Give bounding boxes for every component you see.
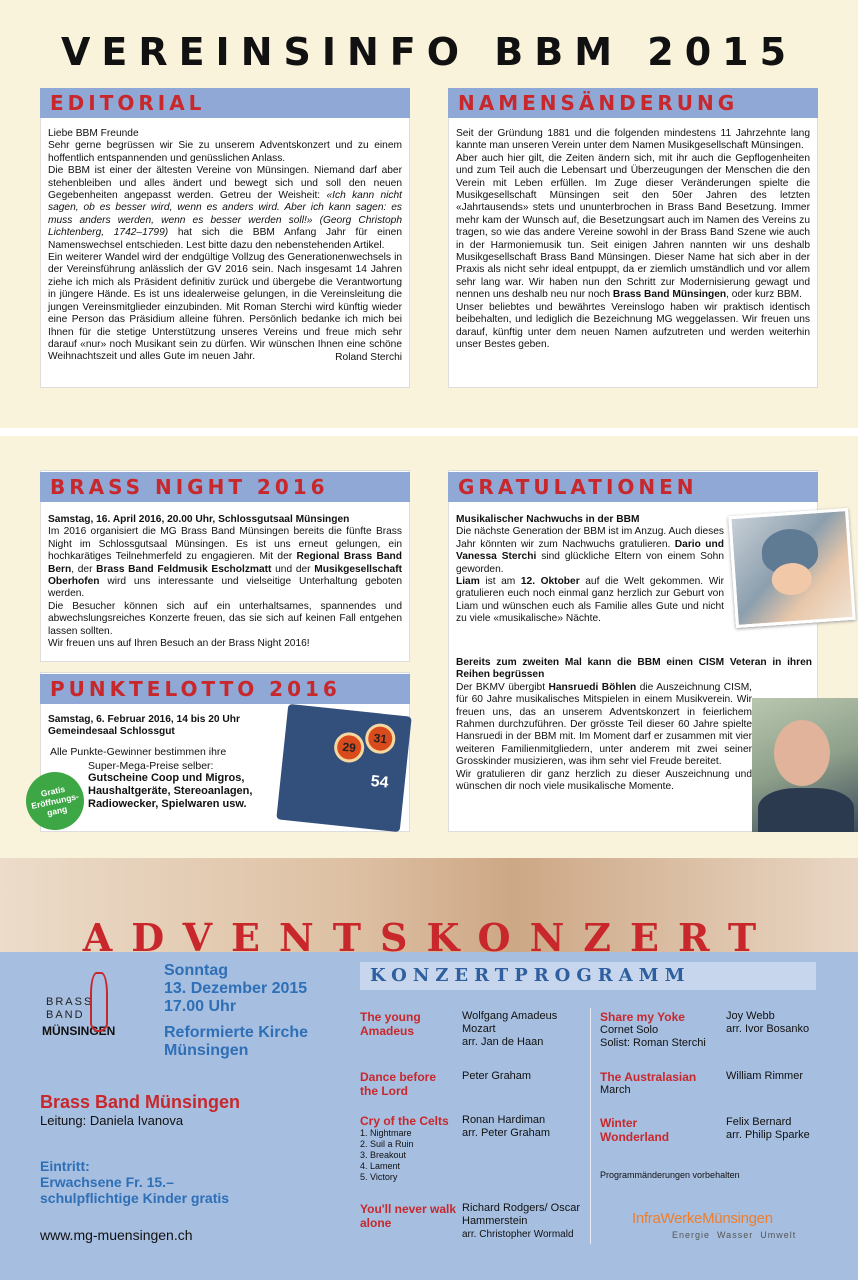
program-subtitle: Cornet Solo Solist: Roman Sterchi <box>600 1024 706 1049</box>
program-title: The Australasian <box>600 1070 697 1084</box>
namensaenderung-text <box>456 128 810 351</box>
editorial-heading: EDITORIAL <box>40 88 410 118</box>
editorial-p2: Die BBM ist einer der ältesten Vereine von Münsingen. Niemand darf aber stehenbleiben und alles ändert und bewegt sich und soll den neuen Gegebenheiten angepasst werden. Getreu der Weisheit: «Ich kann nicht sagen, ob es besser wird, wenn es anders wird. Aber ich kann sagen: es muss anders werden, wenn es besser werden soll!» (Georg Christoph Lichtenberg, 1742–1799) hat sich die BBM Anfang Jahr für einen Namenswechsel entschieden. Lest bitte dazu den nebenstehenden Artikel. <box>48 165 403 251</box>
program-composer-right-3 <box>726 1116 822 1142</box>
namensaenderung-p2: Aber auch hier gilt, die Zeiten ändern sich, mit ihr auch die Gepflogenheiten und zum Teil auch die Lebensart und Überzeugungen der Menschen die den Verein mit Leben erfüllen. Im Zuge dieser Veränderungen spielte die Musikgesellschaft Münsingen seit den 50er Jahren des letzten «Jahrtausends» stets und ununterbrochen in Brass Band Besetzung. Immer mehr kam der Wunsch auf, die Besetzungsart auch im Namen des Vereins zu tragen, so wie das andere Vereine sowohl in der Brass Band Szene wie auch in der Harmoniemusik tun. Seit einigen Jahren nannten wir uns deshalb Musikgesellschaft Brass Band Münsingen. Dieser Name hat sich aber in der Praxis als nicht sehr ideal entpuppt, da er ziemlich umständlich und vor allem sehr lang war. Wir haben nun den Schritt zur Modernisierung gewagt und nennen uns deshalb neu nur noch Brass Band Münsingen, oder kurz BBM. <box>456 152 810 301</box>
gratulationen-text1 <box>456 514 724 626</box>
program-item-left-3 <box>360 1114 449 1183</box>
arranger: arr. Ivor Bosanko <box>726 1023 810 1035</box>
composer: William Rimmer <box>726 1070 803 1082</box>
section-separator <box>0 428 858 436</box>
composer: Wolfgang Amadeus Mozart <box>462 1010 558 1035</box>
program-title: Dance before the Lord <box>360 1070 437 1098</box>
place-church: Reformierte Kirche <box>164 1024 309 1041</box>
composer: Ronan Hardiman <box>462 1114 546 1126</box>
punktelotto-prizes: Gutscheine Coop und Migros, Haushaltgeräte, Stereoanlagen, Radiowecker, Spielwaren usw. <box>88 772 253 810</box>
brassnight-heading: BRASS NIGHT 2016 <box>40 472 410 502</box>
eintritt-kids: schulpflichtige Kinder gratis <box>40 1190 230 1206</box>
program-item-left-1 <box>360 1010 456 1038</box>
composer: Richard Rodgers/ Oscar Hammerstein <box>462 1202 580 1227</box>
editorial-p3: Ein weiterer Wandel wird der endgültige Vollzug des Generationenwechsels in der Vereinsführung anlässlich der GV 2016 sein. Nach insgesamt 14 Jahren ziehe ich mich als Präsident definitiv zurück und übergebe die Verantwortung in jüngere Hände. Es ist uns idealerweise gelungen, in die Vereinsleitung die jungen Vereinsmitglieder einzubinden. Mit Roman Sterchi wird künftig wieder eine Person das Präsidium alleine führen. Persönlich bedanke ich mich bei Ihnen für die stetige Unterstützung unseres Vereins und freue mich sehr darauf «nur» noch Musikant sein zu dürfen. Wir wünschen Ihnen eine schöne Weihnachtszeit und alles Gute im neuen Jahr. <box>48 252 402 363</box>
arranger: arr. Jan de Haan <box>462 1036 544 1048</box>
eintritt-label: Eintritt: <box>40 1158 90 1174</box>
eintritt <box>40 1158 229 1206</box>
advent-date <box>164 962 308 1060</box>
sponsor-logo: InfraWerkeMünsingen <box>632 1210 773 1227</box>
editorial-text <box>48 128 402 364</box>
program-composer-left-4 <box>462 1202 588 1240</box>
programm-divider <box>590 1008 591 1244</box>
logo-emblem <box>90 972 108 1032</box>
arranger: arr. Peter Graham <box>462 1127 551 1139</box>
programm-heading: KONZERTPROGRAMM <box>360 962 816 990</box>
veteran-body <box>758 788 854 832</box>
program-title: You'll never walk alone <box>360 1202 456 1230</box>
date-time: 17.00 Uhr <box>164 998 237 1015</box>
band-name: Brass Band Münsingen <box>40 1092 241 1112</box>
bbm-logo <box>40 968 160 1058</box>
punktelotto-lead: Samstag, 6. Februar 2016, 14 bis 20 Uhr Gemeindesaal Schlossgut <box>48 714 240 738</box>
arranger: arr. Philip Sparke <box>726 1129 810 1141</box>
program-composer-left-2 <box>462 1070 586 1083</box>
gratulationen-p4: Wir gratulieren dir ganz herzlich zu dieser Auszeichnung und wünschen dir noch viele musikalische Momente. <box>456 768 752 793</box>
program-item-right-1 <box>600 1010 724 1050</box>
gratulationen-p3: Der BKMV übergibt Hansruedi Böhlen die Auszeichnung CISM, für 60 Jahre musikalisches Mitspielen in einem Musikverein. Wir freuen uns, das an unserem Adventskonzert in feierlichem Rahmen durchzuführen. Der grösste Teil dieser 60 Jahre spielte Hansruedi in der BBM mit. Im Moment darf er zusammen mit vier weiteren Familienmitgliedern, unter anderem mit zwei seiner Grosskinder musizieren, was ihm sehr viel Freude bereitet. <box>456 681 753 768</box>
date-date: 13. Dezember 2015 <box>164 980 308 997</box>
logo-band: BAND <box>46 1009 85 1021</box>
composer: Felix Bernard <box>726 1116 792 1128</box>
composer: Peter Graham <box>462 1070 532 1082</box>
program-item-left-4 <box>360 1202 456 1230</box>
brassnight-p1: Im 2016 organisiert die MG Brass Band Münsingen bereits die fünfte Brass Night im Schlossgutsaal Münsingen. Es ist uns erneut gelungen, ein hochkarätiges Teilnehmerfeld zu engagieren. Mit der Regional Brass Band Bern, der Brass Band Feldmusik Escholzmatt und der Musikgesellschaft Oberhofen wird uns interessante und vielseitige Unterhaltung geboten werden. <box>48 526 403 600</box>
veteran-photo <box>752 698 858 832</box>
brassnight-lead: Samstag, 16. April 2016, 20.00 Uhr, Schlossgutsaal Münsingen <box>48 514 350 525</box>
advent-heading: ADVENTSKONZERT <box>82 915 776 960</box>
editorial-signature: Roland Sterchi <box>335 351 402 363</box>
place-town: Münsingen <box>164 1042 249 1059</box>
program-title: Share my Yoke <box>600 1010 685 1024</box>
lotto-number: 54 <box>369 772 390 792</box>
gratulationen-p1: Die nächste Generation der BBM ist im Anzug. Auch dieses Jahr könnten wir zum Nachwuchs gratulieren. Dario und Vanessa Sterchi sind glückliche Eltern von einem Sohn geworden. <box>456 526 725 575</box>
date-day: Sonntag <box>164 962 228 979</box>
punktelotto-line1: Alle Punkte-Gewinner bestimmen ihre <box>50 746 227 758</box>
brassnight-p3: Wir freuen uns auf Ihren Besuch an der Brass Night 2016! <box>48 638 310 650</box>
namensaenderung-p3: Unser beliebtes und bewährtes Vereinslogo haben wir praktisch identisch beibehalten, und lediglich die Bezeichnung MG weggelassen. Wir freuen uns darauf, künftig unter dem neuen Namen aufzutreten und werden weiterhin unser Bestes geben. <box>456 301 810 350</box>
page-title: VEREINSINFO BBM 2015 <box>60 30 798 74</box>
program-composer-right-2 <box>726 1070 822 1083</box>
baby-photo <box>728 508 856 628</box>
gratulationen-h2: Bereits zum zweiten Mal kann die BBM einen CISM Veteran in ihren Reihen begrüssen <box>456 657 812 681</box>
program-composer-right-1 <box>726 1010 822 1036</box>
programm-note: Programmänderungen vorbehalten <box>600 1170 740 1180</box>
baby-face <box>771 562 813 597</box>
eintritt-adult: Erwachsene Fr. 15.– <box>40 1174 174 1190</box>
gratulationen-p2: Liam ist am 12. Oktober auf die Welt gekommen. Wir gratulieren euch noch einmal ganz herzlich zur Geburt von Liam und wünschen euch als Familie alles Gute und nicht zu viele «musikalische» Nächte. <box>456 576 724 625</box>
veteran-face <box>774 720 830 786</box>
program-item-right-3 <box>600 1116 700 1144</box>
punktelotto-heading: PUNKTELOTTO 2016 <box>40 674 410 704</box>
gratulationen-h1: Musikalischer Nachwuchs in der BBM <box>456 514 640 525</box>
program-movements: 1. Nightmare 2. Suil a Ruin 3. Breakout 4. Lament 5. Victory <box>360 1128 414 1182</box>
gratulationen-heading: GRATULATIONEN <box>448 472 818 502</box>
lotto-token: 31 <box>364 722 397 755</box>
logo-muensingen: MÜNSINGEN <box>42 1024 116 1038</box>
sponsor-tagline: Energie Wasser Umwelt <box>672 1230 797 1240</box>
program-title: Cry of the Celts <box>360 1114 449 1128</box>
namensaenderung-heading: NAMENSÄNDERUNG <box>448 88 818 118</box>
program-title: Winter Wonderland <box>600 1116 670 1144</box>
punktelotto-line2: Super-Mega-Preise selber: <box>88 760 214 772</box>
arranger: arr. Christopher Wormald <box>462 1229 574 1240</box>
program-item-right-2 <box>600 1070 724 1097</box>
composer: Joy Webb <box>726 1010 775 1022</box>
editorial-greeting: Liebe BBM Freunde <box>48 128 139 139</box>
lotto-token: 29 <box>333 731 366 764</box>
leitung: Leitung: Daniela Ivanova <box>40 1113 184 1128</box>
gratis-badge: Gratis Eröffnungs-gang <box>21 767 90 836</box>
website-link[interactable]: www.mg-muensingen.ch <box>40 1227 193 1243</box>
program-title: The young Amadeus <box>360 1010 421 1038</box>
program-subtitle: March <box>600 1084 631 1096</box>
editorial-p1: Sehr gerne begrüssen wir Sie zu unserem Adventskonzert und zu einem hoffentlich entspannenden und genüsslichen Anlass. <box>48 140 402 164</box>
logo-brass: BRASS <box>46 996 94 1008</box>
brassnight-text <box>48 514 402 650</box>
program-composer-left-1 <box>462 1010 586 1049</box>
namensaenderung-p1: Seit der Gründung 1881 und die folgenden mindestens 11 Jahrzehnte lang kannte man unseren Verein unter dem Namen Musikgesellschaft Münsingen. <box>456 128 810 152</box>
lotto-board-image <box>276 704 411 832</box>
program-item-left-2 <box>360 1070 456 1098</box>
brassnight-p2: Die Besucher können sich auf ein unterhaltsames, spannendes und abwechslungsreiches Konzerte freuen, das sie sich auf keinen Fall entgehen lassen sollten. <box>48 600 402 637</box>
program-composer-left-3 <box>462 1114 586 1140</box>
